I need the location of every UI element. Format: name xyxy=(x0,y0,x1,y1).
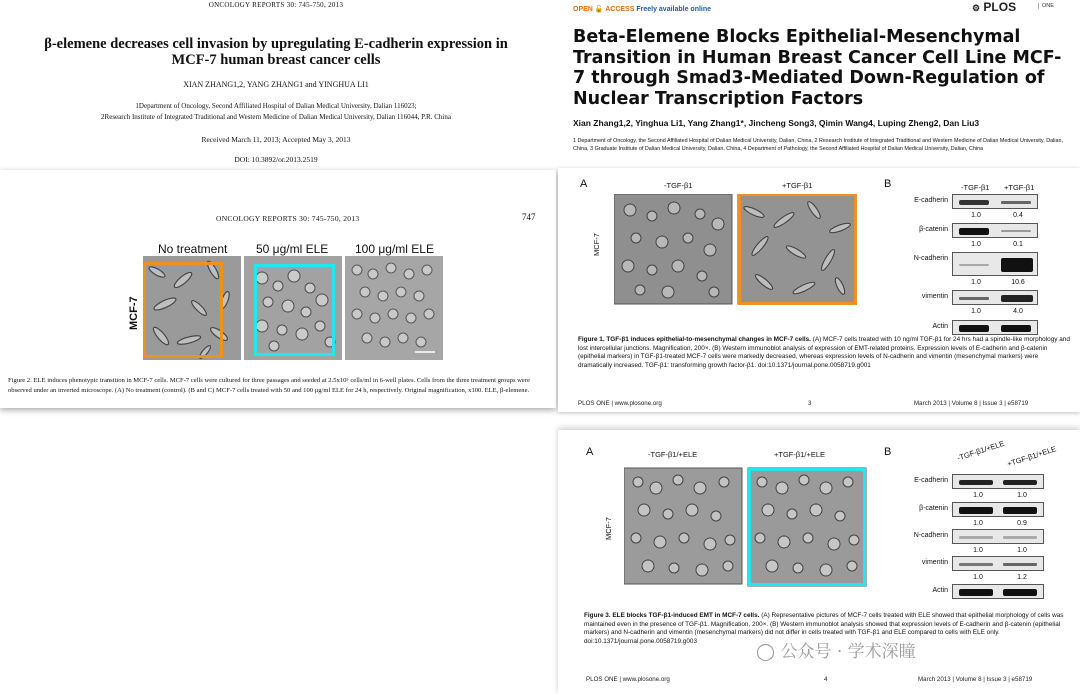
figure-label-b: B xyxy=(884,446,892,458)
wb-label-beta-catenin: β-catenin xyxy=(919,505,948,512)
plos-logo-icon: ⚙ xyxy=(972,3,981,13)
wb-band-vimentin xyxy=(952,290,1038,305)
caption-body: (A) MCF-7 cells treated with 10 ng/ml TGF-β1 for 24 hrs had a spindle-like morphology and lost intercellular junctions. Magnification, 200×. (B) Western immunoblot analysis of expression of EMT-related proteins. Expression levels of E-cadherin and β-catenin (epithelial markers) in TGF-β1-treated MCF-7 cells were markedly decreased, whereas expression levels of N-cadherin and vimentin (mesenchymal markers) were dramatically increased. TGF-β1: transforming growth factor-β1. xyxy=(578,336,1070,369)
wb-value: 1.0 xyxy=(971,308,981,315)
wb-value: 1.0 xyxy=(971,279,981,286)
affiliations xyxy=(40,101,512,123)
wb-band-actin xyxy=(952,584,1044,599)
paper-title: β-elemene decreases cell invasion by upregulating E-cadherin expression in MCF-7 human breast cancer cells xyxy=(44,36,508,68)
wb-band-beta-catenin xyxy=(952,223,1038,238)
col-label-minus-tgf: -TGF-β1 xyxy=(664,181,693,190)
caption-doi: doi:10.1371/journal.pone.0058719.g001 xyxy=(757,361,871,369)
wb-col-plus-tgf: +TGF-β1 xyxy=(1004,183,1035,192)
col-label-plus-tgf: +TGF-β1 xyxy=(782,181,813,190)
figure-caption: Figure 2. ELE induces phenotypic transition in MCF-7 cells. MCF-7 cells were cultured for three passages and seeded at 2.5x10⁵ cells/ml in 6-well plates. Cells from the three treatment groups were observed under an inverted microscope. (A) No treatment (control). (B and C) MCF-7 cells treated with 50 and 100 μg/ml ELE for 24 h, respectively. Original magnification, x100. ELE, β-elemene. xyxy=(8,377,530,394)
plos-figure-3-page xyxy=(558,430,1080,694)
caption-doi: doi:10.1371/journal.pone.0058719.g003 xyxy=(584,637,698,645)
footer-journal: PLOS ONE | www.plosone.org xyxy=(578,400,662,407)
wb-band-beta-catenin xyxy=(952,502,1044,517)
wb-value: 4.0 xyxy=(1013,308,1023,315)
plos-logo xyxy=(972,0,1016,14)
wb-value: 1.0 xyxy=(973,492,983,499)
wb-label-e-cadherin: E-cadherin xyxy=(914,477,948,484)
cell-image-3 xyxy=(345,256,443,360)
freely-available: Freely available online xyxy=(636,6,712,13)
wb-value: 1.0 xyxy=(973,547,983,554)
col-label-no-treatment: No treatment xyxy=(158,242,228,256)
wb-label-n-cadherin: N-cadherin xyxy=(913,255,948,262)
wb-band-e-cadherin xyxy=(952,474,1044,489)
plos-one-title-page xyxy=(558,0,1080,168)
col-label-minus-tgf-ele: -TGF-β1/+ELE xyxy=(648,450,698,459)
wechat-icon: ◯ xyxy=(756,642,776,662)
caption-body: (A) Representative pictures of MCF-7 cells treated with ELE showed that epithelial morphology of cells was maintained even in the presence of TGF-β1. Magnification, 200×. (B) Western immunoblot analysis showed that expression levels of E-cadherin and β-catenin (epithelial markers) and N-cadherin and vimentin (mesenchymal markers) did not differ in cells treated with TGF-β1 and ELE compared to cells with ELE only. xyxy=(584,612,1064,637)
row-label-mcf7: MCF-7 xyxy=(604,517,613,540)
affiliations: 1 Department of Oncology, the Second Affiliated Hospital of Dalian Medical University, Dalian, China, 2 Research Institute of Integrated Traditional and Western Medicine of Dalian Medical University, Dalian, China, 3 Graduate Institute of Dalian Medical University, Dalian, China, 4 Department of Pathology, the Second Affiliated Hospital of Dalian Medical University, Dalian, China xyxy=(573,138,1063,152)
wb-value: 0.1 xyxy=(1013,241,1023,248)
watermark-text: 公众号 · 学术深瞳 xyxy=(780,642,916,662)
wb-col-minus-tgf: -TGF-β1 xyxy=(961,183,990,192)
wb-value: 1.0 xyxy=(973,574,983,581)
wb-band-n-cadherin xyxy=(952,252,1038,276)
footer-issue: March 2013 | Volume 8 | Issue 3 | e58719 xyxy=(918,676,1033,683)
wb-value: 0.9 xyxy=(1017,520,1027,527)
wb-band-n-cadherin xyxy=(952,529,1044,544)
micrograph-pair xyxy=(614,194,914,306)
caption-title: Figure 3. ELE blocks TGF-β1-induced EMT in MCF-7 cells. xyxy=(584,612,760,619)
wb-label-e-cadherin: E-cadherin xyxy=(914,197,948,204)
wb-label-vimentin: vimentin xyxy=(921,293,948,300)
row-label-mcf7: MCF-7 xyxy=(128,296,140,330)
figure-caption xyxy=(578,336,1072,370)
open-access-lock-icon: 🔓 xyxy=(594,6,604,13)
wb-label-vimentin: vimentin xyxy=(921,559,948,566)
wb-value: 1.0 xyxy=(973,520,983,527)
authors: XIAN ZHANG1,2, YANG ZHANG1 and YINGHUA LI1 xyxy=(183,80,369,89)
wb-value: 1.0 xyxy=(1017,492,1027,499)
micrograph-50-ele xyxy=(244,256,342,360)
footer-page: 3 xyxy=(808,400,812,407)
journal-header: ONCOLOGY REPORTS 30: 745-750, 2013 xyxy=(216,214,360,223)
caption-title: Figure 1. TGF-β1 induces epithelial-to-mesenchymal changes in MCF-7 cells. xyxy=(578,336,811,343)
affiliation-1: 1Department of Oncology, Second Affiliated Hospital of Dalian Medical University, Dalian 116023; xyxy=(135,102,417,110)
received-date: Received March 11, 2013; Accepted May 3, 2013 xyxy=(201,135,351,144)
footer-page: 4 xyxy=(824,676,828,683)
page-number: 747 xyxy=(522,212,536,222)
journal-header: ONCOLOGY REPORTS 30: 745-750, 2013 xyxy=(208,1,344,9)
micrograph-pair xyxy=(624,466,874,590)
micrograph-no-treatment xyxy=(143,256,241,360)
wb-value: 1.0 xyxy=(1017,547,1027,554)
col-label-100-ele: 100 μg/ml ELE xyxy=(355,242,434,256)
wb-value: 1.0 xyxy=(971,212,981,219)
oncology-reports-title-page xyxy=(0,0,552,168)
wb-label-actin: Actin xyxy=(932,323,948,330)
wb-col-plus-tgf-ele: +TGF-β1/+ELE xyxy=(1006,444,1058,469)
cell-image-1 xyxy=(143,256,241,360)
footer-journal: PLOS ONE | www.plosone.org xyxy=(586,676,670,683)
wb-band-vimentin xyxy=(952,556,1044,571)
wb-value: 0.4 xyxy=(1013,212,1023,219)
wb-value: 1.0 xyxy=(971,241,981,248)
cell-image-2 xyxy=(244,256,342,360)
wb-col-minus-tgf-ele: -TGF-β1/+ELE xyxy=(956,438,1006,463)
open-label: OPEN xyxy=(573,6,593,13)
wb-label-beta-catenin: β-catenin xyxy=(919,226,948,233)
paper-title: Beta-Elemene Blocks Epithelial-Mesenchymal Transition in Human Breast Cancer Cell Line MCF-7 through Smad3-Mediated Down-Regulation of Nuclear Transcription Factors xyxy=(573,27,1062,109)
figure-label-b: B xyxy=(884,178,892,190)
wb-band-actin xyxy=(952,320,1038,335)
col-label-plus-tgf-ele: +TGF-β1/+ELE xyxy=(774,450,825,459)
wb-band-e-cadherin xyxy=(952,194,1038,209)
plos-figure-1-page xyxy=(558,168,1080,412)
figure-label-a: A xyxy=(586,446,594,458)
plos-one-label: ONE xyxy=(1038,3,1054,9)
footer-issue: March 2013 | Volume 8 | Issue 3 | e58719 xyxy=(914,400,1029,407)
wb-value: 1.2 xyxy=(1017,574,1027,581)
plos-logo-text: PLOS xyxy=(983,0,1017,14)
micrograph-100-ele xyxy=(345,256,443,360)
doi: DOI: 10.3892/or.2013.2519 xyxy=(234,155,318,164)
authors: Xian Zhang1,2, Yinghua Li1, Yang Zhang1*, Jincheng Song3, Qimin Wang4, Luping Zheng2, Dan Liu3 xyxy=(573,118,980,128)
open-access-banner xyxy=(573,5,711,13)
figure-label-a: A xyxy=(580,178,588,190)
row-label-mcf7: MCF-7 xyxy=(592,233,601,256)
col-label-50-ele: 50 μg/ml ELE xyxy=(256,242,329,256)
affiliation-2: 2Research Institute of Integrated Traditional and Western Medicine of Dalian Medical University, Dalian 116044, P.R. China xyxy=(101,113,451,121)
oncology-reports-figure-page xyxy=(0,170,556,408)
wb-label-n-cadherin: N-cadherin xyxy=(913,532,948,539)
wb-label-actin: Actin xyxy=(932,587,948,594)
access-label: ACCESS xyxy=(605,6,635,13)
wb-value: 10.6 xyxy=(1011,279,1025,286)
watermark xyxy=(756,637,916,662)
